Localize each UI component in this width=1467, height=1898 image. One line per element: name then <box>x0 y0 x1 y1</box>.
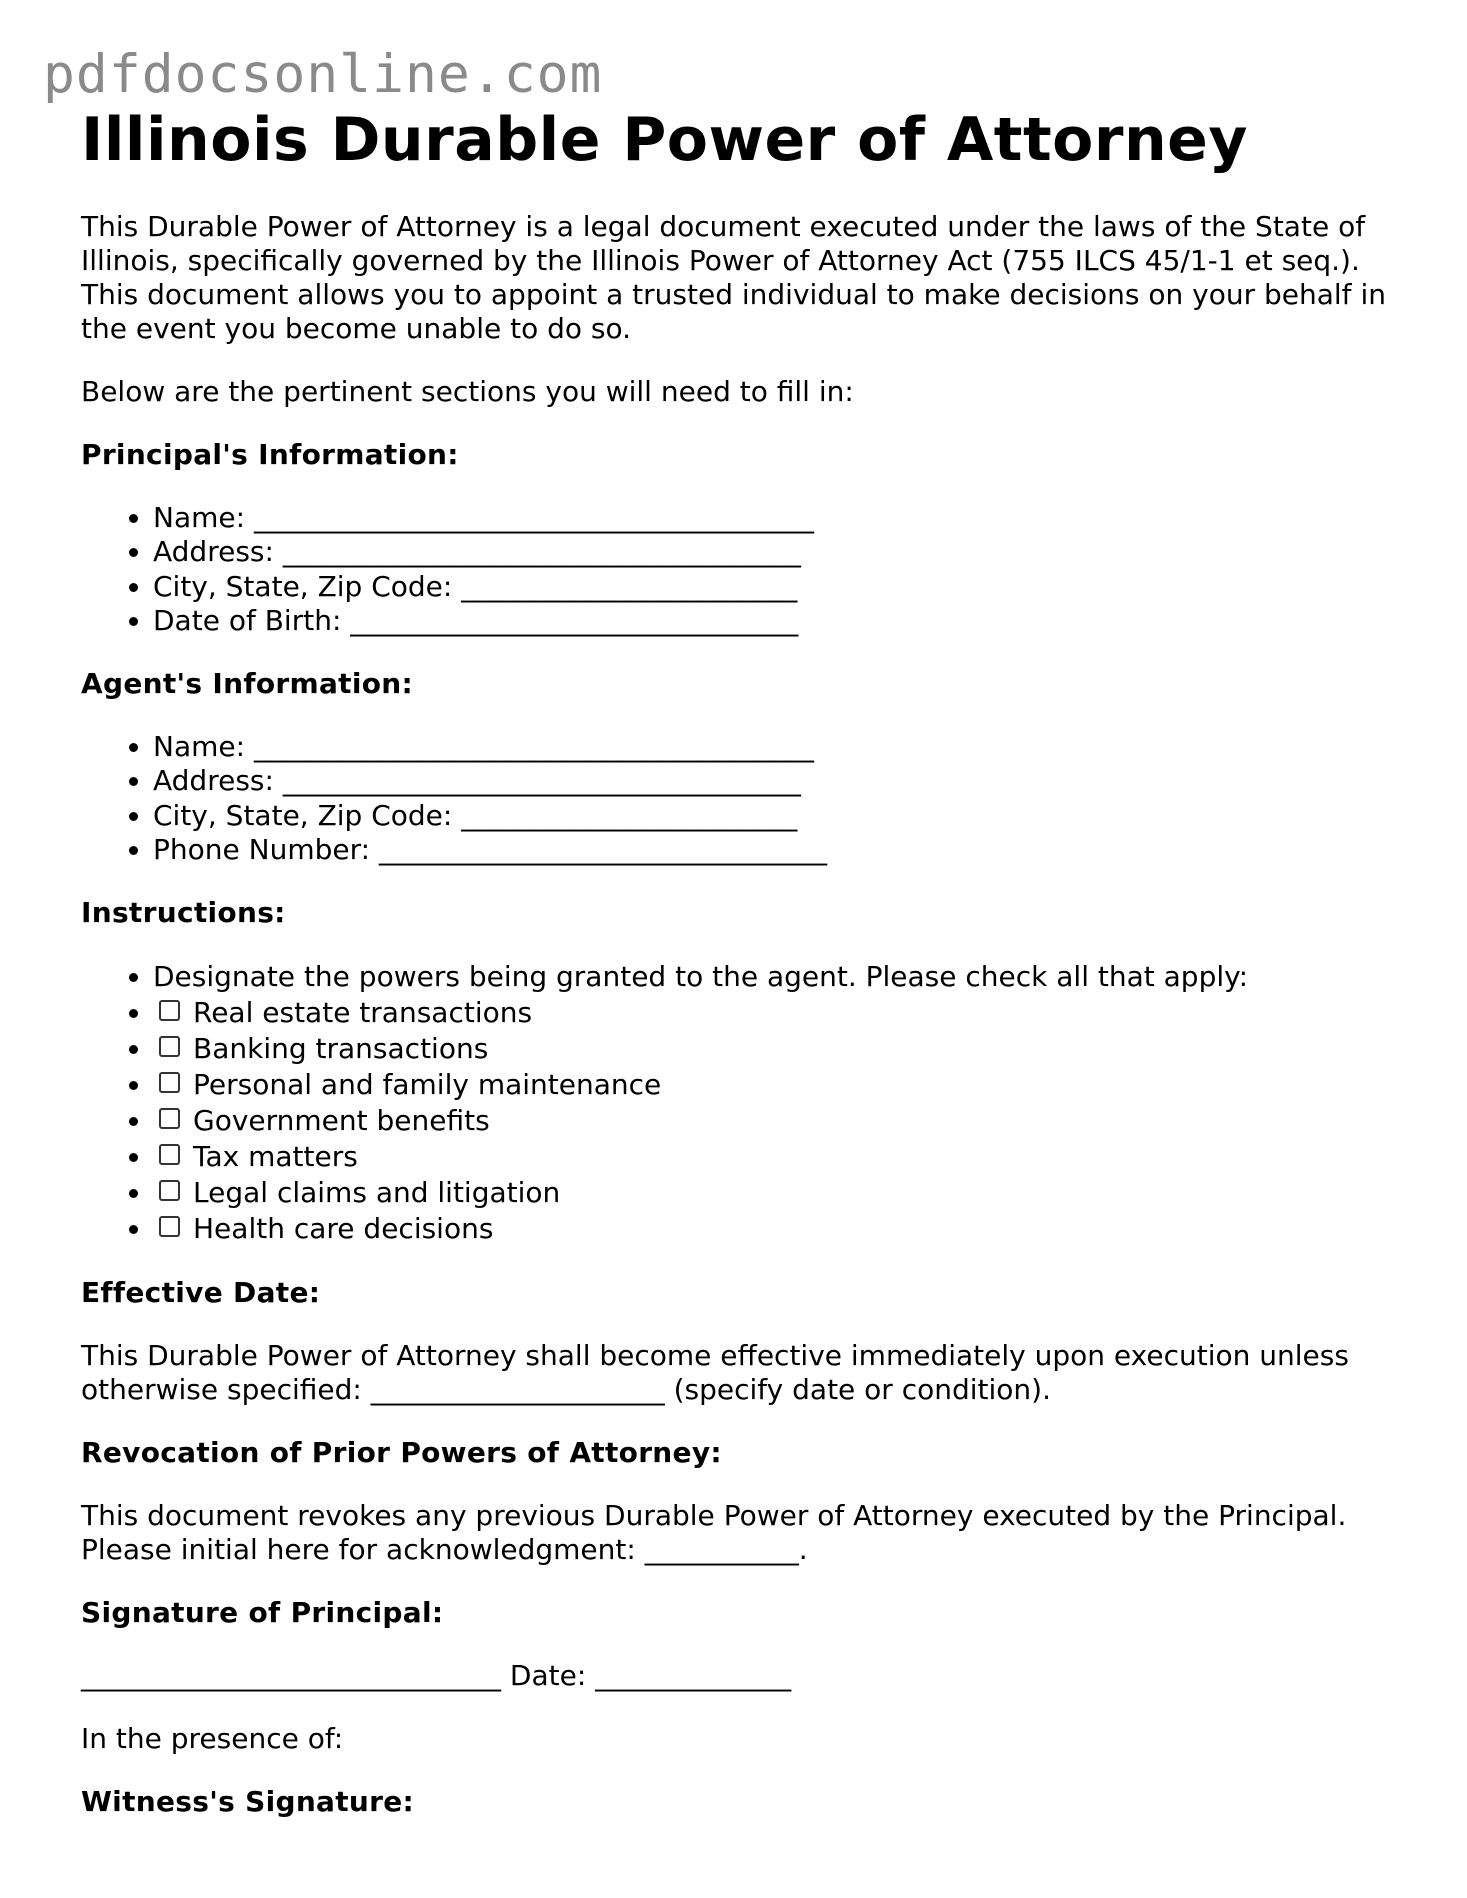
agent-heading: Agent's Information: <box>81 667 414 701</box>
power-option[interactable]: • Real estate transactions <box>153 995 1401 1031</box>
principal-address-field[interactable]: • Address: _____________________________________ <box>153 535 1401 569</box>
power-option[interactable]: • Tax matters <box>153 1139 1401 1175</box>
principal-dob-field[interactable]: • Date of Birth: ________________________________ <box>153 604 1401 638</box>
checkbox-icon[interactable] <box>159 1180 180 1201</box>
intro-paragraph: This Durable Power of Attorney is a legal document executed under the laws of the State of Illinois, specifically governed by the Illinois Power of Attorney Act (755 ILCS 45/1-1 et seq.). This document allows you to appoint a trusted individual to make decisions on your behalf in the event you become unable to do so. <box>81 210 1386 345</box>
presence-text: In the presence of: <box>81 1722 344 1756</box>
checkbox-icon[interactable] <box>159 1144 180 1165</box>
revocation-heading: Revocation of Prior Powers of Attorney: <box>81 1436 722 1470</box>
principal-signature-line[interactable]: ______________________________ Date: ______________ <box>81 1659 792 1693</box>
principal-heading: Principal's Information: <box>81 438 459 471</box>
agent-address-field[interactable]: • Address: _____________________________________ <box>153 764 1401 798</box>
powers-checklist <box>81 959 1401 1247</box>
power-option[interactable]: • Legal claims and litigation <box>153 1175 1401 1211</box>
principal-city-state-zip-field[interactable]: • City, State, Zip Code: ________________________ <box>153 570 1401 604</box>
power-option[interactable]: • Health care decisions <box>153 1211 1401 1247</box>
agent-phone-field[interactable]: • Phone Number: ________________________________ <box>153 833 1401 867</box>
page-title: Illinois Durable Power of Attorney <box>81 105 1248 175</box>
document-body <box>81 100 1401 1819</box>
checkbox-icon[interactable] <box>159 1072 180 1093</box>
agent-city-state-zip-field[interactable]: • City, State, Zip Code: ________________________ <box>153 799 1401 833</box>
power-option[interactable]: • Banking transactions <box>153 1031 1401 1067</box>
agent-name-field[interactable]: • Name: ________________________________________ <box>153 730 1401 764</box>
revocation-text[interactable]: This document revokes any previous Durable Power of Attorney executed by the Principal. Please initial here for acknowledgment: ___________. <box>81 1499 1347 1567</box>
checkbox-icon[interactable] <box>159 1108 180 1129</box>
checkbox-icon[interactable] <box>159 1036 180 1057</box>
signature-heading: Signature of Principal: <box>81 1596 444 1630</box>
watermark: pdfdocsonline.com <box>43 44 603 105</box>
principal-name-field[interactable]: • Name: ________________________________________ <box>153 501 1401 535</box>
instructions-prompt: • Designate the powers being granted to the agent. Please check all that apply: <box>153 959 1401 995</box>
principal-fields <box>81 501 1401 638</box>
agent-fields <box>81 730 1401 867</box>
checkbox-icon[interactable] <box>159 1216 180 1237</box>
instructions-heading: Instructions: <box>81 896 286 930</box>
power-option[interactable]: • Government benefits <box>153 1103 1401 1139</box>
effective-date-text[interactable]: This Durable Power of Attorney shall become effective immediately upon execution unless otherwise specified: _____________________ (specify date or condition). <box>81 1339 1349 1407</box>
checkbox-icon[interactable] <box>159 1000 180 1021</box>
effective-date-heading: Effective Date: <box>81 1276 321 1310</box>
power-option[interactable]: • Personal and family maintenance <box>153 1067 1401 1103</box>
lead-paragraph: Below are the pertinent sections you will need to fill in: <box>81 375 854 408</box>
witness-heading: Witness's Signature: <box>81 1785 415 1819</box>
